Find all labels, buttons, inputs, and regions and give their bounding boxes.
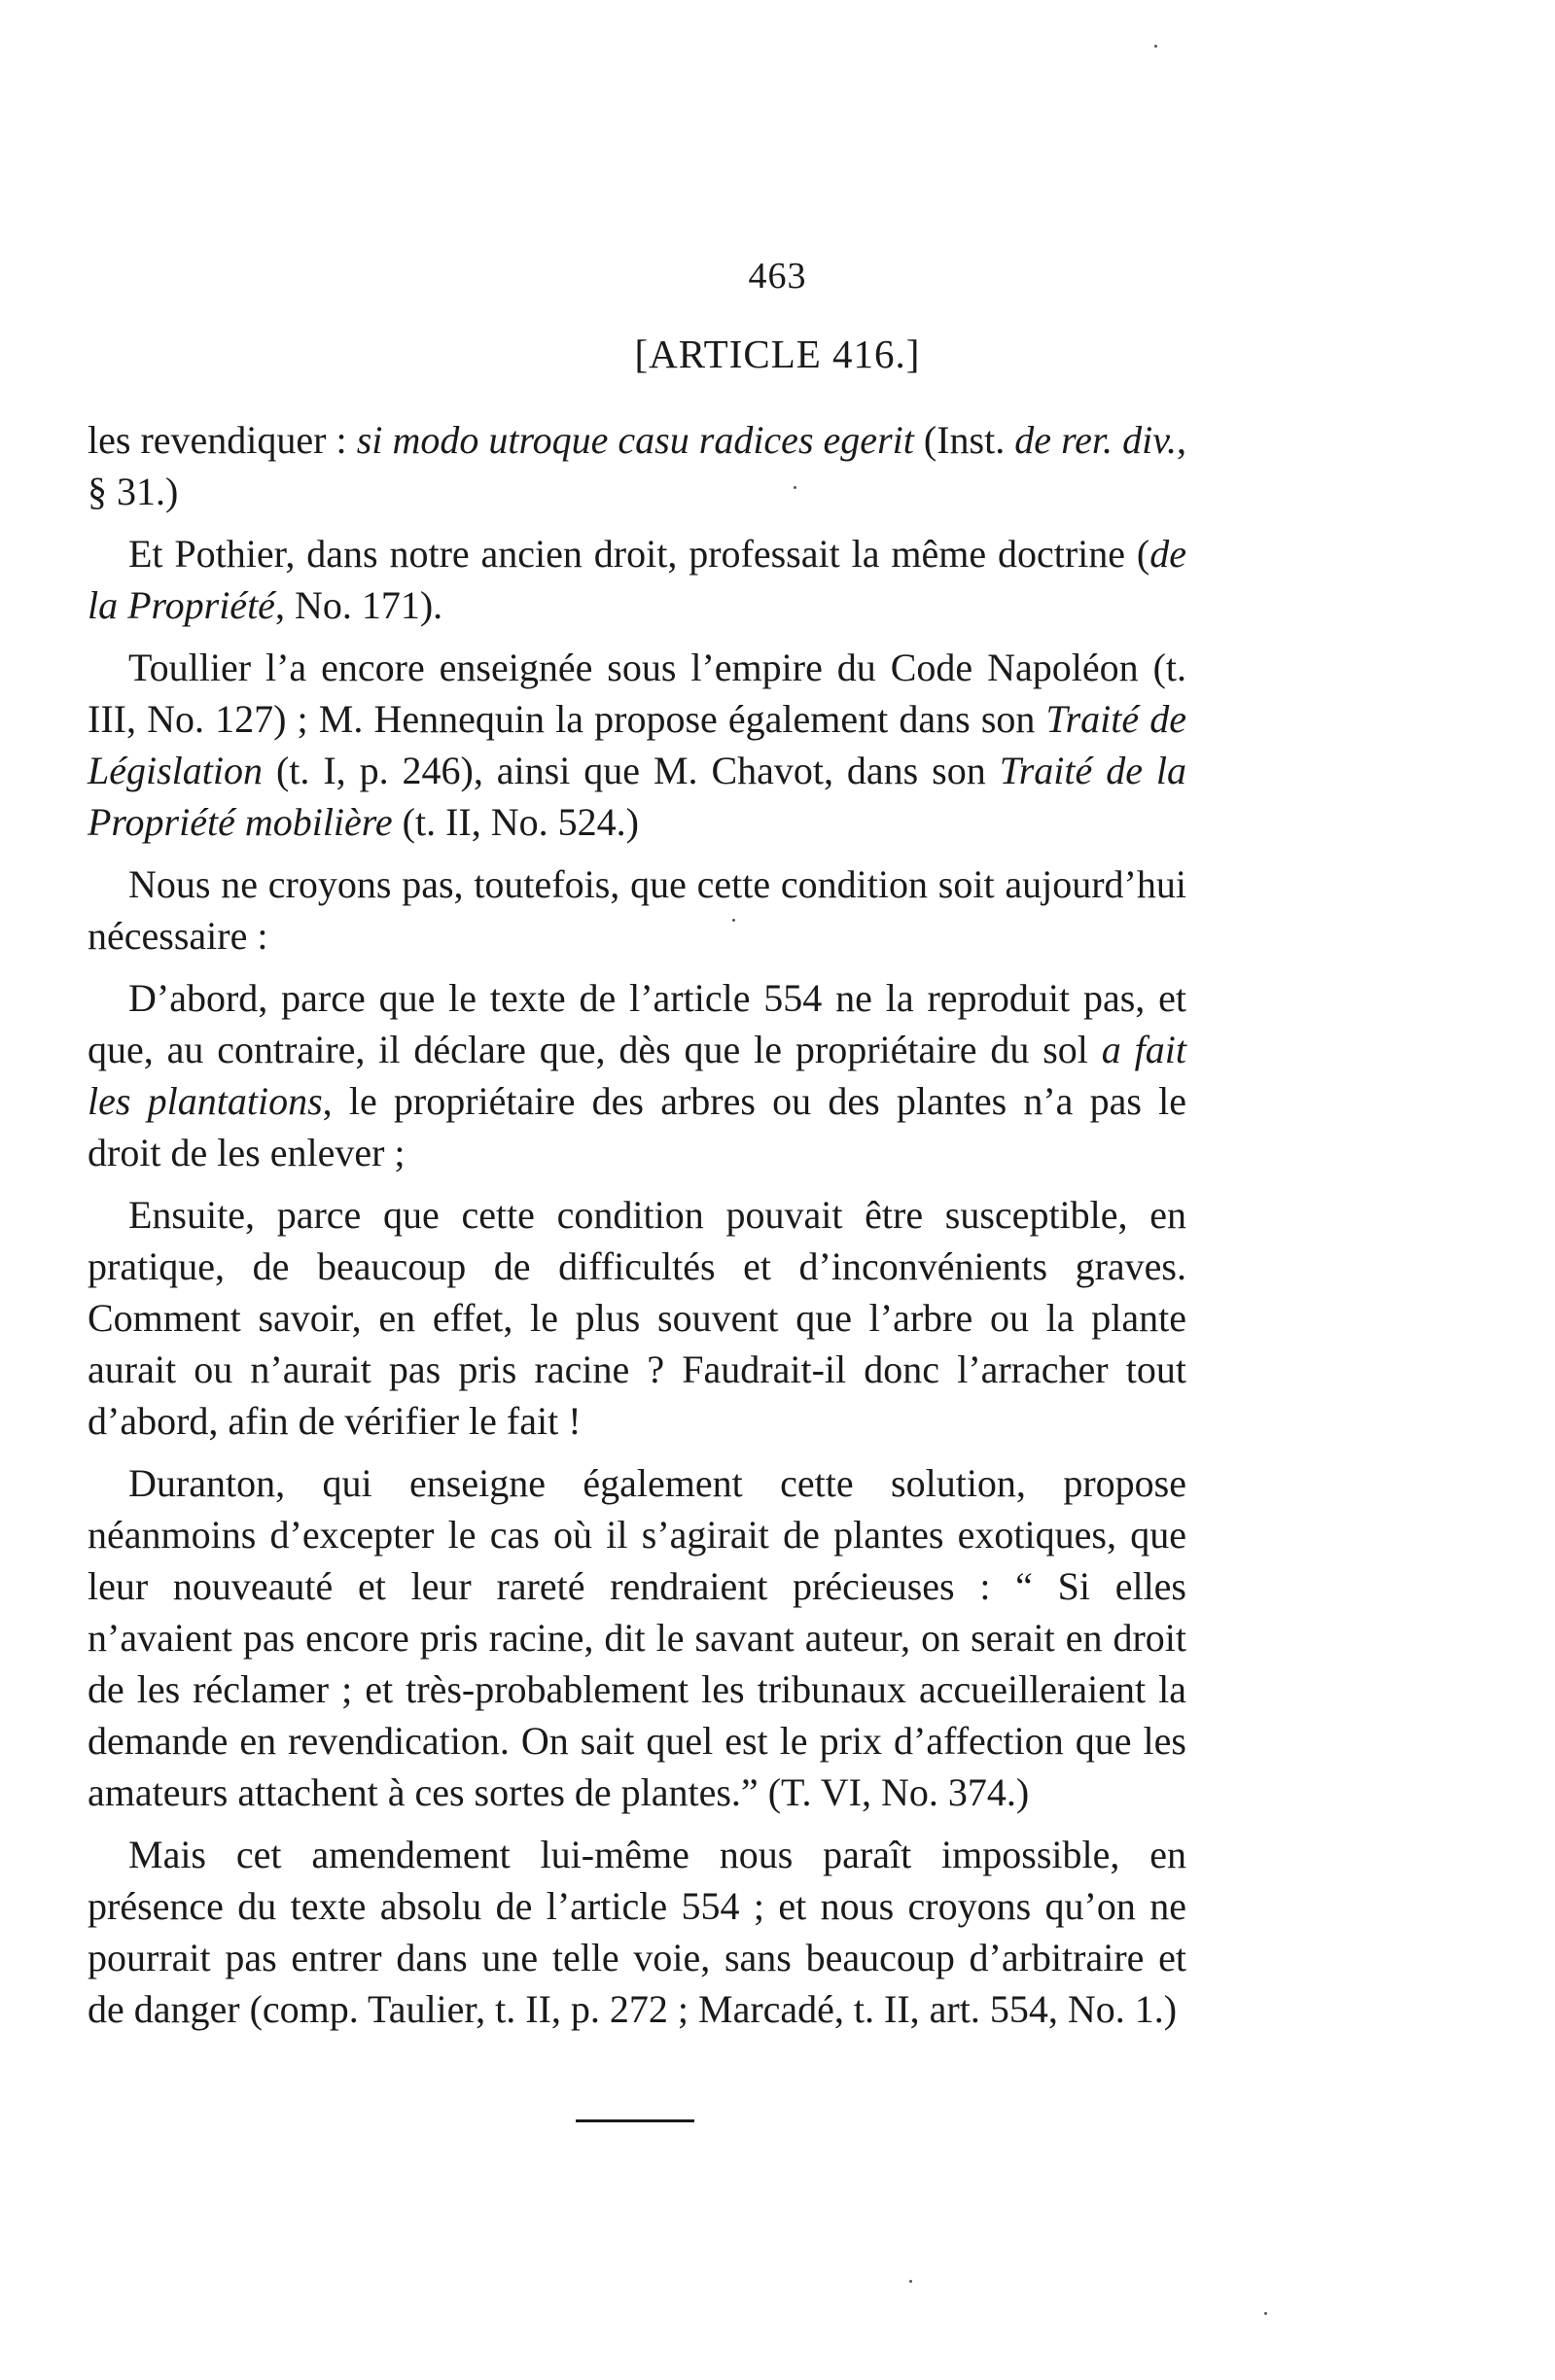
citation-italic: Traité de la Propriété mobilière (88, 749, 1187, 844)
paragraph (88, 1189, 1186, 1447)
paper-speck (909, 2280, 912, 2283)
text-run: D’abord, parce que le texte de l’article 554 ne la reproduit pas, et que, au contraire, il déclare que, dès que le propriétaire du sol (88, 976, 1186, 1071)
text-run: , le propriétaire des arbres ou des plantes n’a pas le droit de les enlever ; (88, 1079, 1186, 1174)
text-run: Nous ne croyons pas, toutefois, que cette condition soit aujourd’hui nécessaire : (88, 862, 1186, 958)
paragraph (88, 1829, 1186, 2035)
text-run: (t. II, No. 524.) (392, 800, 639, 844)
text-run: les revendiquer : (88, 418, 357, 462)
text-run: (t. I, p. 246), ainsi que M. Chavot, dans son (263, 749, 1000, 792)
section-divider (576, 2119, 694, 2122)
paper-speck (1264, 2312, 1267, 2315)
emphasis-italic: a fait les plantations (88, 1028, 1186, 1123)
citation-italic: de la Propriété (88, 532, 1186, 627)
text-run: Ensuite, parce que cette condition pouvait être susceptible, en pratique, de beaucoup de difficultés et d’inconvénients graves. Comment savoir, en effet, le plus souvent que l’arbre ou la plante aurait ou n’aurait pas pris racine ? Faudrait-il donc l’arracher tout d’abord, afin de vérifier le fait ! (88, 1193, 1186, 1443)
text-run: Toullier l’a encore enseignée sous l’empire du Code Napoléon (t. III, No. 127) ; M. Hennequin la propose également dans son (88, 646, 1186, 741)
paper-speck (732, 919, 735, 922)
body-text (88, 414, 1186, 2046)
paper-speck (794, 486, 796, 489)
paragraph (88, 972, 1186, 1178)
paragraph (88, 1457, 1186, 1818)
text-run: , No. 171). (274, 583, 443, 627)
article-heading: [ARTICLE 416.] (634, 332, 921, 376)
text-run: Et Pothier, dans notre ancien droit, professait la même doctrine ( (128, 532, 1150, 576)
paragraph (88, 528, 1186, 631)
paper-speck (1154, 45, 1157, 48)
text-run: Duranton, qui enseigne également cette solution, propose néanmoins d’excepter le cas où il s’agirait de plantes exotiques, que leur nouveauté et leur rareté rendraient précieuses : “ Si elles n’avaient pas encore pris racine, dit le savant auteur, on serait en droit de les réclamer ; et très-probablement les tribunaux accueilleraient la demande en revendication. On sait quel est le prix d’affection que les amateurs attachent à ces sortes de plantes.” (T. VI, No. 374.) (88, 1461, 1186, 1814)
text-run: (Inst. (913, 418, 1015, 462)
text-run: , § 31.) (88, 418, 1187, 513)
latin-quote: si modo utroque casu radices egerit (356, 418, 914, 462)
paragraph (88, 642, 1186, 848)
page-number: 463 (748, 256, 807, 297)
paragraph (88, 414, 1186, 517)
citation-italic: Traité de Législation (88, 697, 1186, 792)
citation-italic: de rer. div. (1014, 418, 1178, 462)
text-run: Mais cet amendement lui-même nous paraît impossible, en présence du texte absolu de l’article 554 ; et nous croyons qu’on ne pourrait pas entrer dans une telle voie, sans beaucoup d’arbitraire et de danger (comp. Taulier, t. II, p. 272 ; Marcadé, t. II, art. 554, No. 1.) (88, 1833, 1186, 2031)
paragraph (88, 858, 1186, 962)
